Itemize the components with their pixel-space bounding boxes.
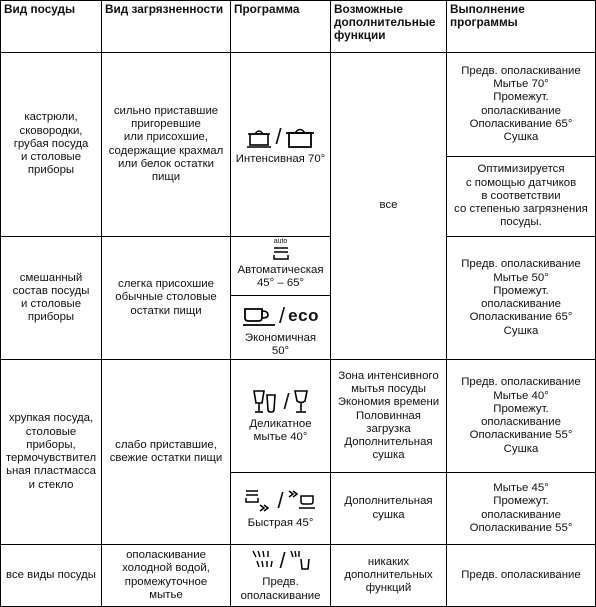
table-row	[1, 53, 596, 157]
spray-glass-icon	[289, 549, 311, 573]
header-row	[1, 1, 596, 53]
auto-stack-icon	[271, 246, 291, 262]
program-auto-eco	[231, 237, 331, 360]
dish-type-cell: смешанный состав посуды и столовые приборы	[1, 237, 102, 360]
program-label: Деликатное мытье 40°	[249, 417, 312, 444]
sequence-cell: Оптимизируется с помощью датчиков в соответствии со степенью загрязнения посуды.	[447, 157, 596, 237]
slash-separator: /	[283, 388, 290, 414]
table-row	[1, 237, 596, 360]
dish-type-cell: все виды посуды	[1, 545, 102, 607]
dishes-arrows-icon	[244, 488, 274, 514]
slash-separator: /	[275, 123, 282, 149]
row-divider	[231, 295, 330, 296]
header-dish-type: Вид посуды	[1, 1, 102, 53]
options-cell: Зона интенсивного мытья посуды Экономия времени Половинная загрузка Дополнительная сушка	[331, 360, 447, 473]
sequence-cell: Предв. ополаскивание Мытье 40° Промежут. ополаскивание Ополаскивание 55° Сушка	[447, 360, 596, 473]
program-label: Предв. ополаскивание	[240, 576, 321, 602]
sequence-cell: Предв. ополаскивание	[447, 545, 596, 607]
program-intensive	[231, 53, 331, 237]
soil-type-cell: слабо приставшие, свежие остатки пищи	[102, 360, 231, 545]
program-delicate	[231, 360, 331, 473]
header-program: Программа	[231, 1, 331, 53]
soil-type-cell: слегка присохшие обычные столовые остатки пищи	[102, 237, 231, 360]
program-prerinse	[231, 545, 331, 607]
program-label: Интенсивная 70°	[235, 152, 326, 165]
slash-separator: /	[279, 548, 286, 574]
program-label: Быстрая 45°	[247, 517, 314, 530]
pot-icon	[234, 123, 327, 151]
auto-label: auto	[273, 238, 288, 245]
water-spray-icon	[234, 548, 327, 574]
cup-saucer-icon	[242, 304, 276, 328]
glasses-pair-icon	[252, 389, 280, 415]
sequence-cell: Предв. ополаскивание Мытье 50° Промежут. ополаскивание Ополаскивание 65° Сушка	[447, 237, 596, 360]
program-label: Автоматическая 45° – 65°	[237, 264, 324, 290]
quick-wash-icon	[234, 487, 327, 515]
cup-eco-icon	[234, 302, 327, 330]
pot-small-icon	[246, 125, 272, 149]
soil-type-cell: ополаскивание холодной водой, промежуточное мытье	[102, 545, 231, 607]
slash-separator: /	[277, 488, 284, 514]
sequence-cell: Предв. ополаскивание Мытье 70° Промежут. ополаскивание Ополаскивание 65° Сушка	[447, 53, 596, 157]
program-label: Экономичная 50°	[244, 331, 317, 357]
spray-dashes-icon	[250, 549, 276, 573]
dish-type-cell: кастрюли, сковородки, грубая посуда и столовые приборы	[1, 53, 102, 237]
soil-type-cell: сильно приставшие пригоревшие или присохшие, содержащие крахмал или белок остатки пищи	[102, 53, 231, 237]
options-cell: никаких дополнительных функций	[331, 545, 447, 607]
options-cell: Дополнительная сушка	[331, 473, 447, 545]
dish-type-cell: хрупкая посуда, столовые приборы, термочувствител ьная пластмасса и стекло	[1, 360, 102, 545]
sequence-cell: Мытье 45° Промежут. ополаскивание Ополаскивание 55°	[447, 473, 596, 545]
auto-dishes-icon	[234, 238, 327, 262]
header-options: Возможные дополнительные функции	[331, 1, 447, 53]
pot-large-icon	[285, 125, 315, 149]
header-sequence: Выполнение программы	[447, 1, 596, 53]
program-quick	[231, 473, 331, 545]
wine-glass-single-icon	[293, 389, 309, 415]
eco-label: eco	[288, 305, 319, 325]
table-row	[1, 545, 596, 607]
slash-separator: /	[279, 302, 286, 328]
header-soil-type: Вид загрязненности	[102, 1, 231, 53]
table-row	[1, 360, 596, 473]
arrows-dishes-icon	[287, 488, 317, 514]
wine-glass-icon	[234, 388, 327, 416]
options-cell: все	[331, 53, 447, 360]
